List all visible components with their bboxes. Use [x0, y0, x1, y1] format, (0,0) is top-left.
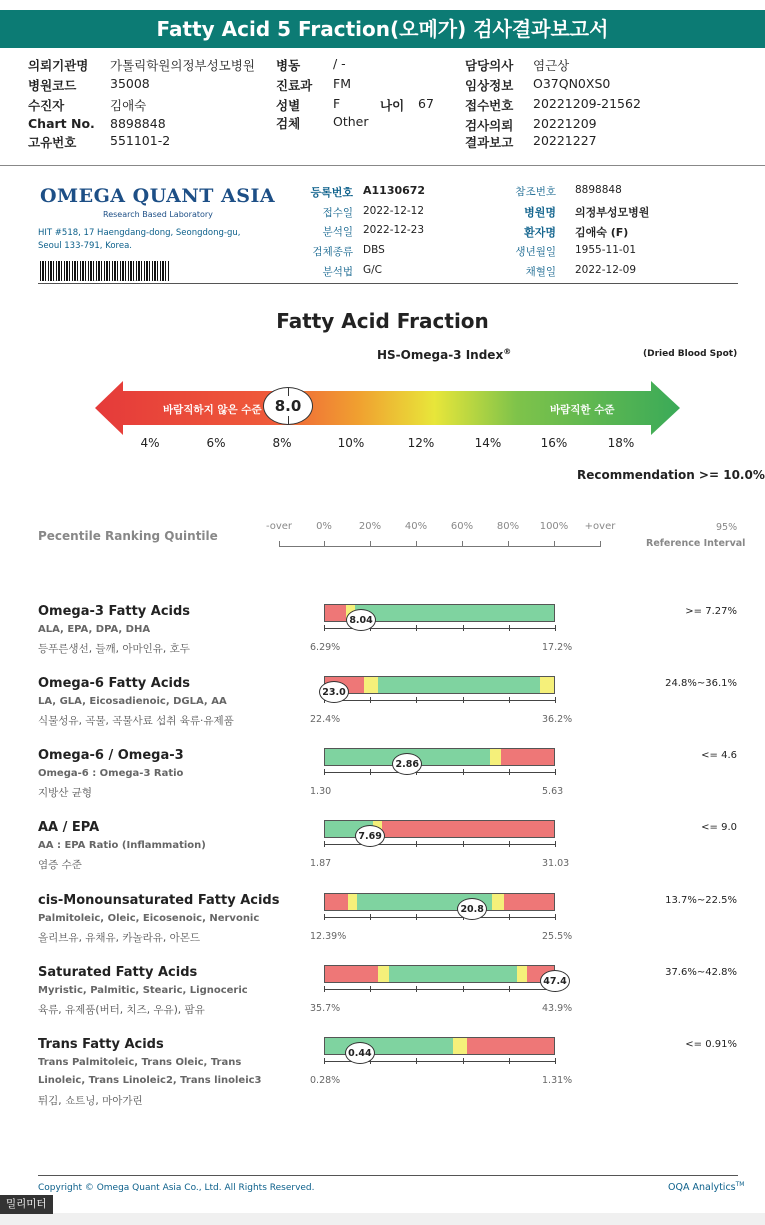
header-key: 병동	[276, 58, 301, 73]
row-subtitle: ALA, EPA, DPA, DHA	[38, 624, 151, 635]
row-max-value: 36.2%	[542, 714, 573, 725]
bar-segment	[540, 677, 554, 693]
result-marker	[355, 825, 385, 847]
row-subtitle: Omega-6 : Omega-3 Ratio	[38, 768, 184, 779]
row-axis-tick	[370, 697, 371, 703]
reg-value: 8898848	[575, 184, 622, 196]
header-value: Other	[333, 114, 369, 129]
result-marker	[345, 1042, 375, 1064]
row-subtitle: Trans Palmitoleic, Trans Oleic, Trans	[38, 1057, 242, 1068]
trademark: TM	[735, 1181, 745, 1188]
row-title: Trans Fatty Acids	[38, 1037, 164, 1052]
reg-key: 접수일	[322, 207, 353, 219]
row-axis	[324, 989, 555, 990]
bar-segment	[378, 677, 541, 693]
row-max-value: 31.03	[542, 858, 570, 869]
lab-logo-subtitle: Research Based Laboratory	[103, 210, 213, 219]
row-min-value: 6.29%	[310, 642, 341, 653]
scale-tick-label: 0%	[316, 521, 332, 532]
header-key: 진료과	[276, 78, 313, 93]
footer-brand	[668, 1181, 744, 1193]
header-key: 검사의뢰	[465, 118, 514, 133]
row-axis-tick	[509, 625, 510, 631]
header-key: 검체	[276, 116, 301, 131]
header-key: 고유번호	[28, 135, 77, 150]
row-title: cis-Monounsaturated Fatty Acids	[38, 893, 280, 908]
index-tick-label: 10%	[337, 436, 365, 450]
result-marker	[392, 753, 422, 775]
scale-tick-label: -over	[265, 521, 293, 532]
row-food-sources: 튀김, 쇼트닝, 마아가린	[38, 1095, 143, 1107]
result-value: 8.04	[349, 615, 373, 626]
header-key: 접수번호	[465, 98, 514, 113]
footer-divider	[38, 1175, 738, 1176]
row-food-sources: 등푸른생선, 들깨, 아마인유, 호두	[38, 643, 190, 655]
header-key: 성별	[276, 98, 301, 113]
reference-value: <= 4.6	[701, 750, 737, 761]
row-title: Saturated Fatty Acids	[38, 965, 198, 980]
row-axis	[324, 844, 555, 845]
reg-key: 검체종류	[312, 246, 353, 258]
row-axis-tick	[555, 625, 556, 631]
row-food-sources: 올리브유, 유채유, 카놀라유, 아몬드	[38, 932, 201, 944]
row-title: Omega-6 / Omega-3	[38, 748, 184, 763]
bar-segment	[325, 894, 348, 910]
header-value: O37QN0XS0	[533, 76, 611, 91]
row-axis	[324, 917, 555, 918]
header-value: 가톨릭학원의정부성모병원	[110, 58, 255, 73]
row-min-value: 35.7%	[310, 1003, 341, 1014]
reference-value: 13.7%~22.5%	[665, 895, 737, 906]
header-key: 의뢰기관명	[28, 58, 89, 73]
result-value: 20.8	[460, 904, 484, 915]
header-value: 염근상	[533, 58, 570, 73]
reg-key: 생년월일	[515, 246, 556, 258]
header-key: 수진자	[28, 98, 65, 113]
scale-tick-label: 100%	[539, 521, 569, 532]
header-value: 35008	[110, 76, 150, 91]
header-key: 병원코드	[28, 78, 77, 93]
bad-level-label: 바람직하지 않은 수준	[163, 404, 262, 416]
row-subtitle: Myristic, Palmitic, Stearic, Lignoceric	[38, 985, 248, 996]
reg-value: A1130672	[363, 184, 426, 197]
good-level-label: 바람직한 수준	[550, 404, 615, 416]
row-food-sources: 식물성유, 곡물, 곡물사료 섭취 육류·유제품	[38, 715, 234, 727]
lab-address: HIT #518, 17 Haengdang-dong, Seongdong-gu,	[38, 228, 241, 238]
header-value: 20221209-21562	[533, 96, 641, 111]
result-bar	[324, 965, 555, 983]
row-axis-tick	[324, 1058, 325, 1064]
header-value: 김애숙	[110, 98, 147, 113]
bar-segment	[325, 966, 378, 982]
bar-segment	[453, 1038, 467, 1054]
lab-logo: OMEGA QUANT ASIA	[40, 185, 276, 207]
row-axis	[324, 772, 555, 773]
recommendation: Recommendation >= 10.0%	[577, 468, 765, 482]
row-axis-tick	[324, 625, 325, 631]
row-title: AA / EPA	[38, 820, 100, 835]
index-tick-label: 14%	[474, 436, 502, 450]
bar-segment	[355, 605, 554, 621]
reference-value: >= 7.27%	[685, 606, 737, 617]
row-title: Omega-6 Fatty Acids	[38, 676, 191, 691]
reg-value: 2022-12-09	[575, 264, 637, 276]
row-axis-tick	[463, 986, 464, 992]
result-marker	[457, 898, 487, 920]
row-max-value: 25.5%	[542, 931, 573, 942]
row-food-sources: 육류, 유제품(버터, 치즈, 우유), 팜유	[38, 1004, 205, 1016]
row-axis-tick	[509, 1058, 510, 1064]
reg-value: 김애숙 (F)	[575, 226, 629, 239]
scale-label: Pecentile Ranking Quintile	[38, 529, 218, 543]
row-axis-tick	[416, 1058, 417, 1064]
reg-key: 등록번호	[310, 186, 353, 199]
row-max-value: 1.31%	[542, 1075, 573, 1086]
reg-value: DBS	[363, 244, 385, 256]
row-food-sources: 염증 수준	[38, 859, 82, 871]
bar-segment	[378, 966, 389, 982]
reference-percent: 95%	[716, 522, 738, 533]
bar-segment	[348, 894, 357, 910]
bar-segment	[364, 677, 378, 693]
reference-value: <= 0.91%	[685, 1039, 737, 1050]
row-axis-tick	[555, 697, 556, 703]
unit-tooltip: 밀리미터	[0, 1195, 53, 1214]
row-axis-tick	[509, 986, 510, 992]
header-key: 임상정보	[465, 78, 514, 93]
index-tick-label: 6%	[206, 436, 226, 450]
index-subtitle-text: HS-Omega-3 Index	[377, 348, 504, 362]
reg-key: 병원명	[524, 206, 556, 219]
bar-segment	[492, 894, 503, 910]
scale-tick-label: 20%	[358, 521, 382, 532]
reg-value: 2022-12-12	[363, 205, 425, 217]
result-value: 2.86	[395, 759, 419, 770]
bar-segment	[490, 749, 501, 765]
row-max-value: 5.63	[542, 786, 564, 797]
bar-segment	[325, 605, 346, 621]
header-key: Chart No.	[28, 116, 95, 131]
result-marker	[346, 609, 376, 631]
bar-segment	[467, 1038, 554, 1054]
header-value: 67	[418, 96, 434, 111]
row-food-sources: 지방산 균형	[38, 787, 93, 799]
reg-value: 1955-11-01	[575, 244, 637, 256]
row-subtitle: Linoleic, Trans Linoleic2, Trans linoleic3	[38, 1075, 262, 1086]
bar-segment	[501, 749, 554, 765]
reg-value: 의정부성모병원	[575, 206, 650, 219]
result-bar	[324, 748, 555, 766]
reference-value: 24.8%~36.1%	[665, 678, 737, 689]
row-max-value: 43.9%	[542, 1003, 573, 1014]
bar-segment	[504, 894, 554, 910]
result-value: 47.4	[543, 976, 567, 987]
result-value: 0.44	[348, 1048, 372, 1059]
row-axis-tick	[463, 625, 464, 631]
row-axis-tick	[555, 1058, 556, 1064]
row-axis-tick	[509, 697, 510, 703]
header-key: 나이	[380, 98, 405, 113]
section-title: Fatty Acid Fraction	[276, 309, 489, 333]
index-tick-label: 4%	[140, 436, 160, 450]
row-axis-tick	[463, 769, 464, 775]
row-axis-tick	[555, 841, 556, 847]
header-value: 551101-2	[110, 133, 171, 148]
row-axis-tick	[509, 841, 510, 847]
row-axis-tick	[555, 769, 556, 775]
reg-key: 참조번호	[515, 186, 556, 198]
header-value: 20221227	[533, 133, 597, 148]
row-axis	[324, 700, 555, 701]
row-axis-tick	[324, 841, 325, 847]
row-axis-tick	[463, 841, 464, 847]
index-note: (Dried Blood Spot)	[643, 349, 738, 359]
brand-name: OQA Analytics	[668, 1182, 736, 1194]
index-tick-label: 8%	[272, 436, 292, 450]
row-subtitle: AA : EPA Ratio (Inflammation)	[38, 840, 206, 851]
row-axis-tick	[463, 697, 464, 703]
bottom-strip	[0, 1213, 765, 1225]
header-value: 20221209	[533, 116, 597, 131]
row-axis-tick	[324, 914, 325, 920]
reference-value: <= 9.0	[701, 822, 737, 833]
row-min-value: 1.87	[310, 858, 332, 869]
result-bar	[324, 676, 555, 694]
copyright: Copyright © Omega Quant Asia Co., Ltd. All Rights Reserved.	[38, 1183, 315, 1193]
bar-segment	[389, 966, 517, 982]
reg-key: 분석법	[322, 266, 353, 278]
row-min-value: 12.39%	[310, 931, 347, 942]
row-min-value: 0.28%	[310, 1075, 341, 1086]
bar-segment	[517, 966, 526, 982]
index-value: 8.0	[274, 397, 302, 415]
result-value: 7.69	[358, 831, 382, 842]
scale-tick-label: 80%	[496, 521, 520, 532]
row-title: Omega-3 Fatty Acids	[38, 604, 191, 619]
header-value: F	[333, 96, 341, 111]
registered-mark: ®	[503, 347, 512, 356]
result-value: 23.0	[322, 687, 346, 698]
scale-tick-label: +over	[584, 521, 616, 532]
header-value: / -	[333, 56, 346, 71]
row-min-value: 22.4%	[310, 714, 341, 725]
reg-value: 2022-12-23	[363, 224, 425, 236]
row-axis-tick	[324, 769, 325, 775]
reg-key: 분석일	[322, 226, 353, 238]
row-subtitle: Palmitoleic, Oleic, Eicosenoic, Nervonic	[38, 913, 260, 924]
result-bar	[324, 893, 555, 911]
row-axis-tick	[370, 914, 371, 920]
result-marker	[540, 970, 570, 992]
scale-tick-label: 60%	[450, 521, 474, 532]
row-max-value: 17.2%	[542, 642, 573, 653]
reference-interval-label: Reference Interval	[646, 538, 746, 549]
scale-tick-label: 40%	[404, 521, 428, 532]
header-value: 8898848	[110, 116, 166, 131]
reg-key: 채혈일	[525, 266, 556, 278]
index-tick-label: 12%	[407, 436, 435, 450]
reference-value: 37.6%~42.8%	[665, 967, 737, 978]
row-axis-tick	[416, 986, 417, 992]
row-axis-tick	[509, 769, 510, 775]
row-axis-tick	[416, 841, 417, 847]
index-tick-label: 16%	[540, 436, 568, 450]
header-value: FM	[333, 76, 351, 91]
header-key: 담당의사	[465, 58, 514, 73]
row-axis-tick	[416, 697, 417, 703]
row-min-value: 1.30	[310, 786, 332, 797]
lab-address: Seoul 133-791, Korea.	[38, 241, 132, 251]
reg-key: 환자명	[524, 226, 556, 239]
header-key: 결과보고	[465, 135, 514, 150]
row-axis-tick	[509, 914, 510, 920]
index-tick-label: 18%	[607, 436, 635, 450]
row-axis-tick	[324, 986, 325, 992]
report-title: Fatty Acid 5 Fraction(오메가) 검사결과보고서	[0, 10, 765, 48]
row-axis-tick	[370, 769, 371, 775]
row-axis-tick	[416, 625, 417, 631]
row-axis-tick	[416, 914, 417, 920]
row-subtitle: LA, GLA, Eicosadienoic, DGLA, AA	[38, 696, 227, 707]
bar-segment	[382, 821, 554, 837]
reg-value: G/C	[363, 264, 383, 276]
result-marker	[319, 681, 349, 703]
row-axis-tick	[555, 914, 556, 920]
row-axis-tick	[370, 986, 371, 992]
row-axis-tick	[463, 1058, 464, 1064]
